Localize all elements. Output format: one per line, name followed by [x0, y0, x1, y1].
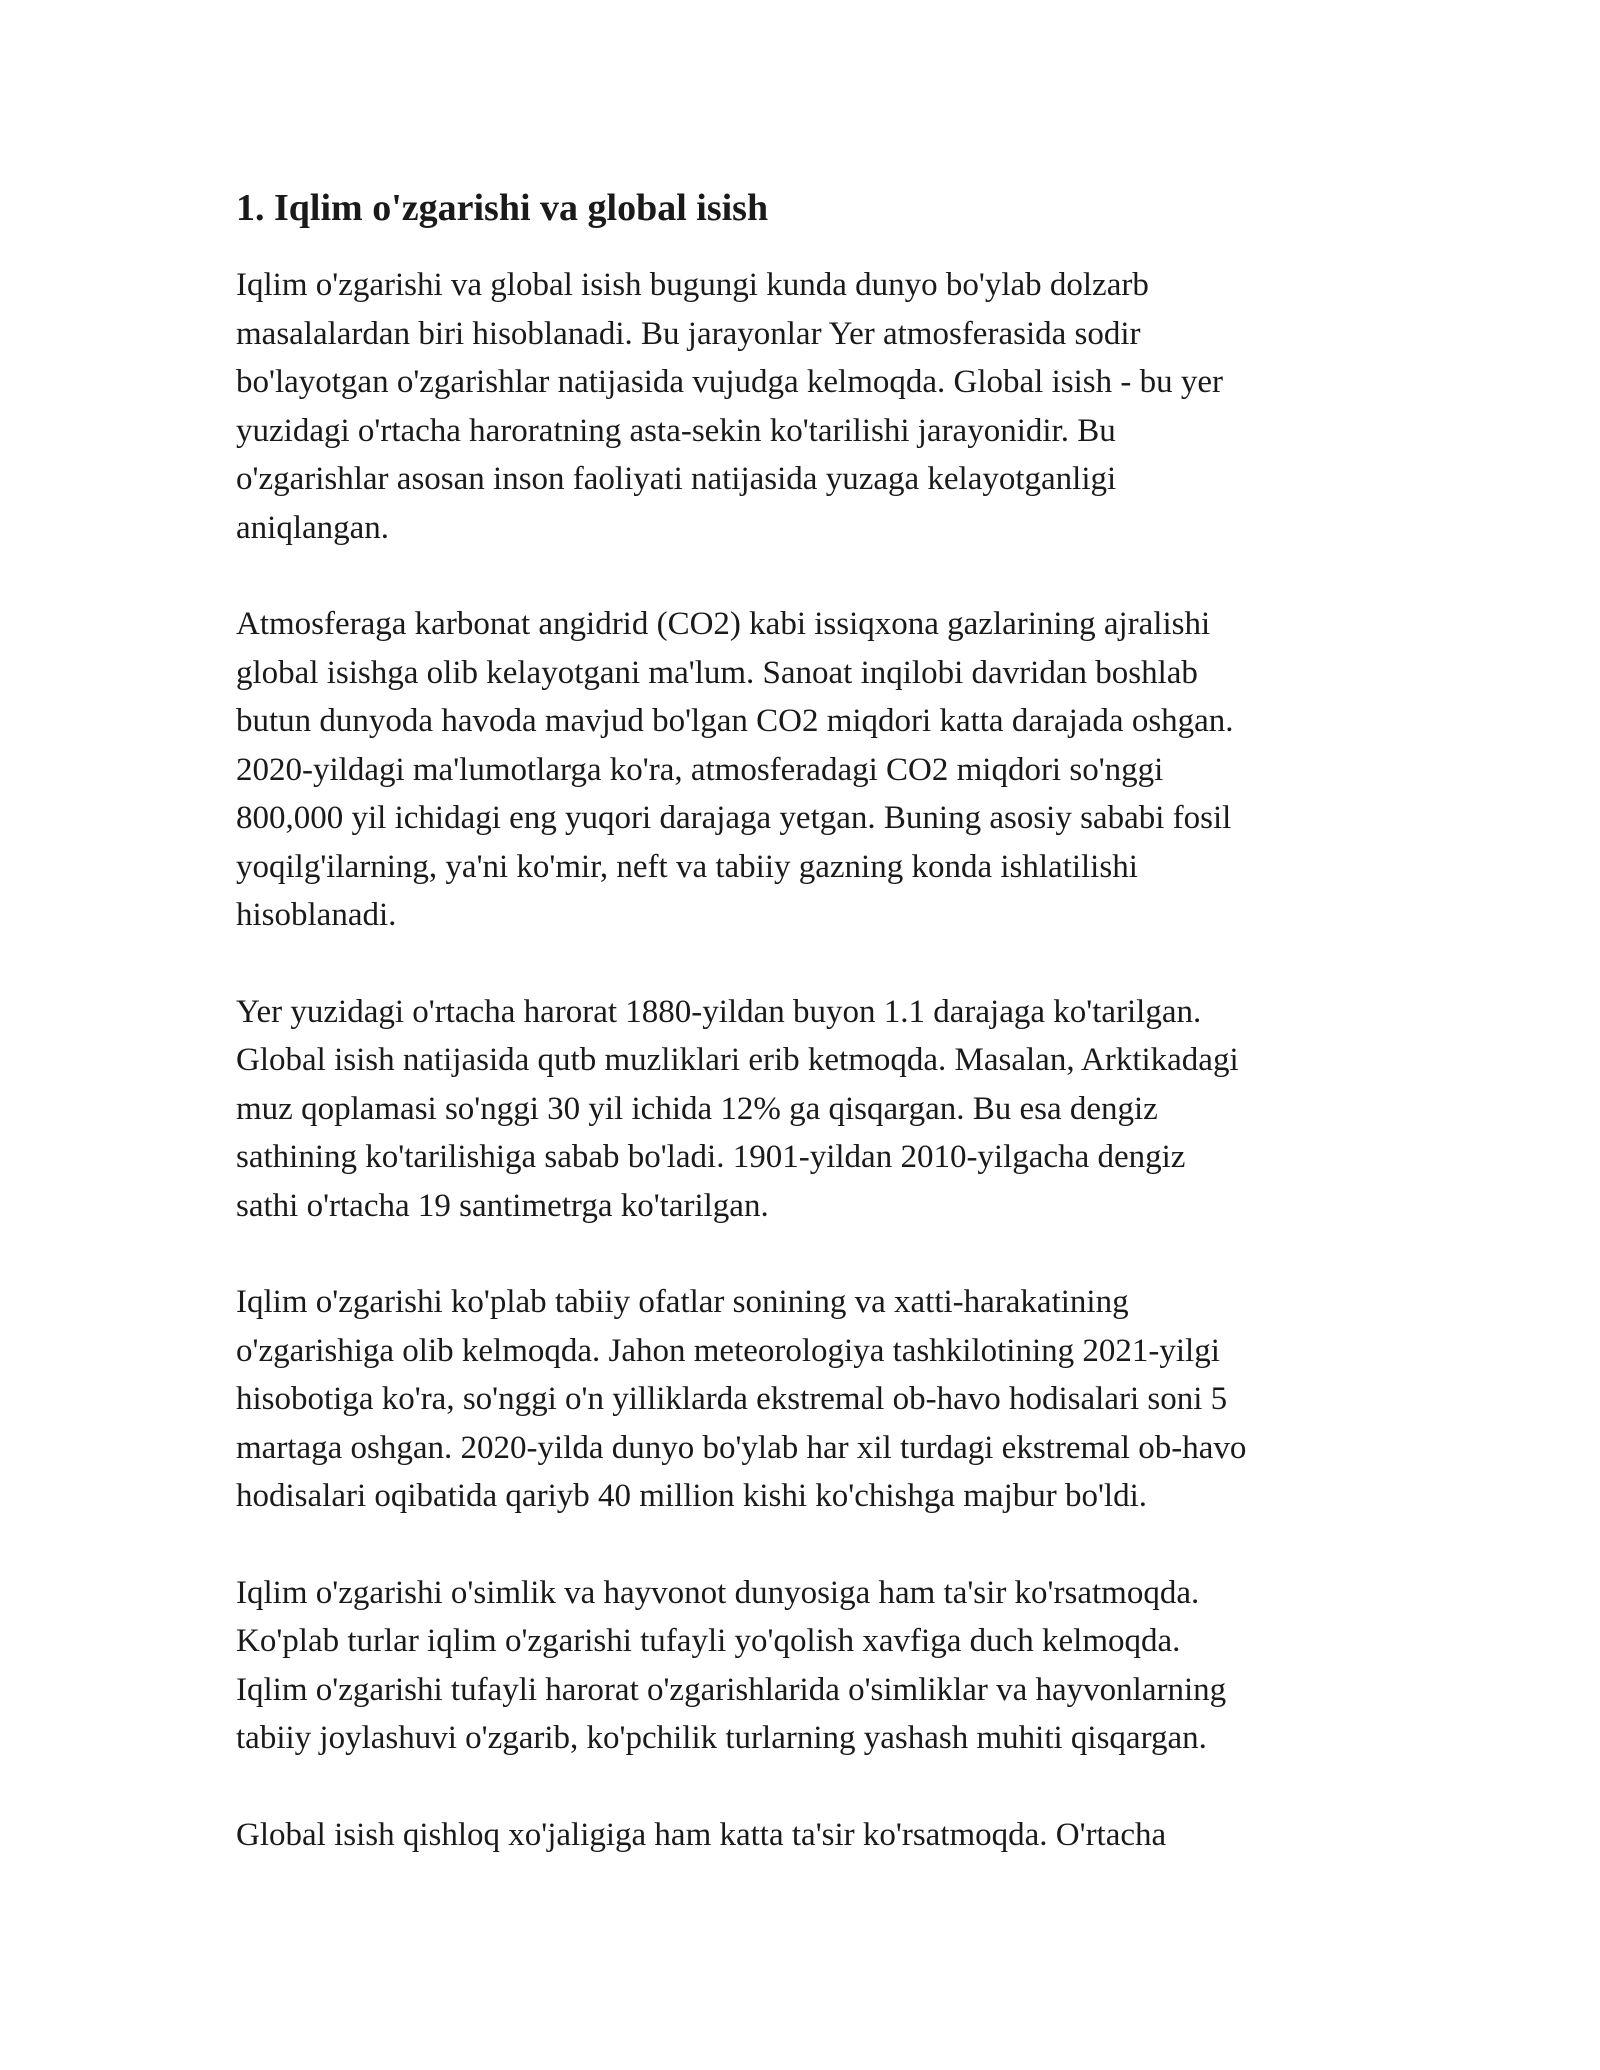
paragraph-4: Iqlim o'zgarishi ko'plab tabiiy ofatlar sonining va xatti-harakatining o'zgarishiga olib kelmoqda. Jahon meteorologiya tashkilotining 2021-yilgi hisobotiga ko'ra, so'nggi o'n yilliklarda ekstremal ob-havo hodisalari soni 5 martaga oshgan. 2020-yilda dunyo bo'ylab har xil turdagi ekstremal ob-havo hodisalari oqibatida qariyb 40 million kishi ko'chishga majbur bo'ldi.: [236, 1284, 1247, 1514]
document-page: [236, 185, 1386, 1907]
section-heading: 1. Iqlim o'zgarishi va global isish: [236, 187, 769, 229]
paragraph-5: Iqlim o'zgarishi o'simlik va hayvonot dunyosiga ham ta'sir ko'rsatmoqda. Ko'plab turlar iqlim o'zgarishi tufayli yo'qolish xavfiga duch kelmoqda. Iqlim o'zgarishi tufayli harorat o'zgarishlarida o'simliklar va hayvonlarning tabiiy joylashuvi o'zgarib, ko'pchilik turlarning yashash muhiti qisqargan.: [236, 1574, 1227, 1756]
paragraph-2: Atmosferaga karbonat angidrid (CO2) kabi issiqxona gazlarining ajralishi global isishga olib kelayotgani ma'lum. Sanoat inqilobi davridan boshlab butun dunyoda havoda mavjud bo'lgan CO2 miqdori katta darajada oshgan. 2020-yildagi ma'lumotlarga ko'ra, atmosferadagi CO2 miqdori so'nggi 800,000 yil ichidagi eng yuqori darajaga yetgan. Buning asosiy sababi fosil yoqilg'ilarning, ya'ni ko'mir, neft va tabiiy gazning konda ishlatilishi hisoblanadi.: [236, 606, 1234, 933]
paragraph-6: Global isish qishloq xo'jaligiga ham katta ta'sir ko'rsatmoqda. O'rtacha: [236, 1816, 1167, 1853]
paragraph-1: Iqlim o'zgarishi va global isish bugungi kunda dunyo bo'ylab dolzarb masalalardan biri hisoblanadi. Bu jarayonlar Yer atmosferasida sodir bo'layotgan o'zgarishlar natijasida vujudga kelmoqda. Global isish - bu yer yuzidagi o'rtacha haroratning asta-sekin ko'tarilishi jarayonidir. Bu o'zgarishlar asosan inson faoliyati natijasida yuzaga kelayotganligi aniqlangan.: [236, 267, 1223, 546]
paragraph-3: Yer yuzidagi o'rtacha harorat 1880-yildan buyon 1.1 darajaga ko'tarilgan. Global isish natijasida qutb muzliklari erib ketmoqda. Masalan, Arktikadagi muz qoplamasi so'nggi 30 yil ichida 12% ga qisqargan. Bu esa dengiz sathining ko'tarilishiga sabab bo'ladi. 1901-yildan 2010-yilgacha dengiz sathi o'rtacha 19 santimetrga ko'tarilgan.: [236, 993, 1239, 1224]
